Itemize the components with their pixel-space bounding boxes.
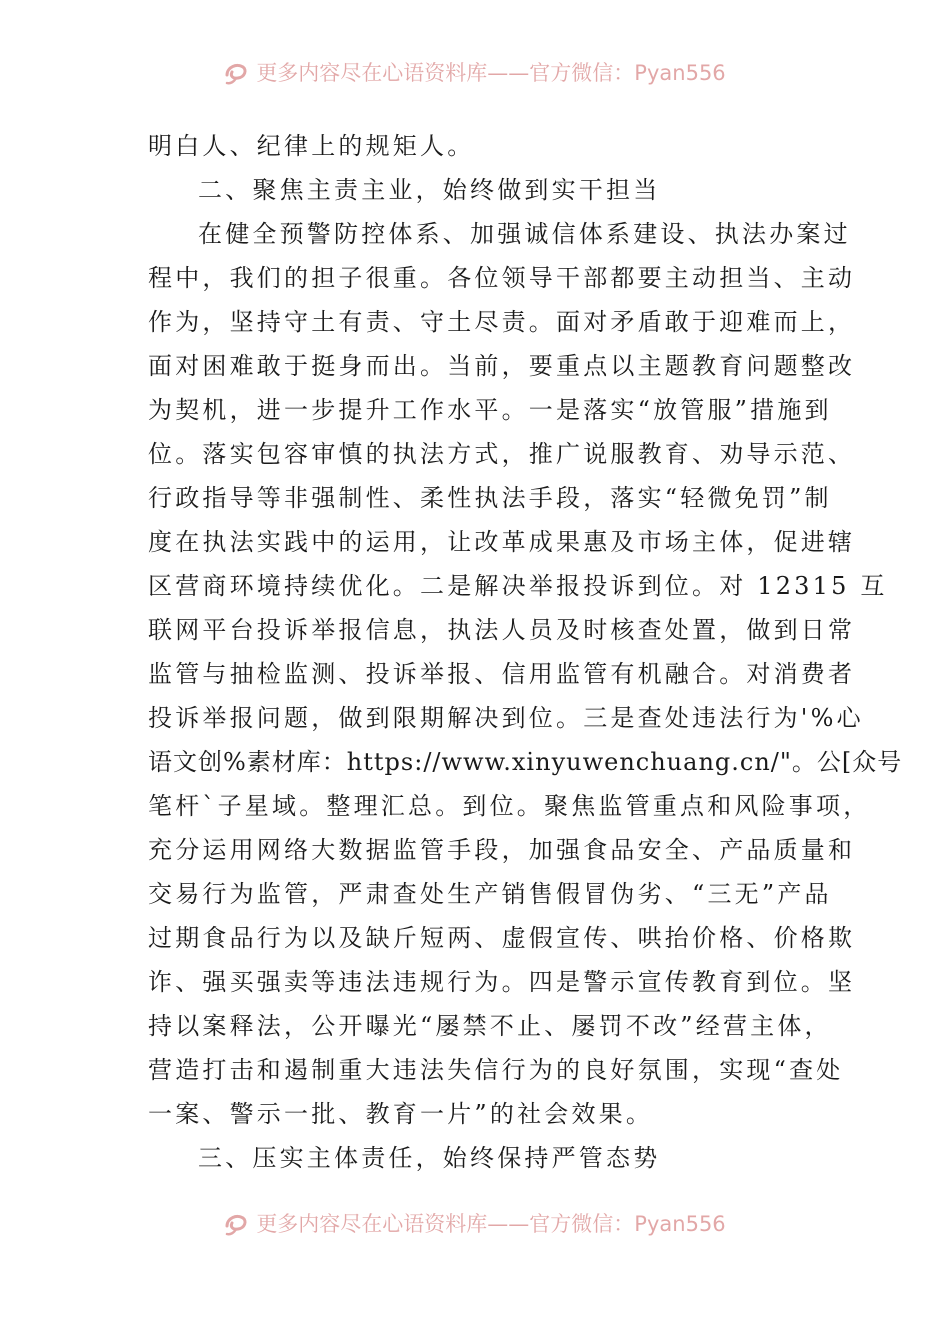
text-line: 行政指导等非强制性、柔性执法手段，落实“轻微免罚”制 [148,484,832,512]
brand-logo-icon [224,1211,250,1237]
watermark-text: 更多内容尽在心语资料库——官方微信：Pyan556 [256,1212,726,1236]
watermark-text: 更多内容尽在心语资料库——官方微信：Pyan556 [256,61,726,85]
text-line: 交易行为监管，严肃查处生产销售假冒伪劣、“三无”产品 [148,880,832,908]
text-line: 营造打击和遏制重大违法失信行为的良好氛围，实现“查处 [148,1056,844,1084]
text-line: 笔杆`子星域。整理汇总。到位。聚焦监管重点和风险事项， [148,792,871,820]
text-line: 为契机，进一步提升工作水平。一是落实“放管服”措施到 [148,396,832,424]
text-line: 三、压实主体责任，始终保持严管态势 [198,1144,661,1172]
text-line: 明白人、纪律上的规矩人。 [148,132,475,160]
text-line: 投诉举报问题，做到限期解决到位。三是查处违法行为'%心 [148,704,864,732]
text-line: 区营商环境持续优化。二是解决举报投诉到位。对 12315 互 [148,572,888,600]
document-body [148,124,903,1180]
text-line: 监管与抽检监测、投诉举报、信用监管有机融合。对消费者 [148,660,856,688]
text-line: 语文创%素材库：https://www.xinyuwenchuang.cn/"。公[众号 [148,748,903,776]
text-line: 充分运用网络大数据监管手段，加强食品安全、产品质量和 [148,836,856,864]
text-line: 诈、强买强卖等违法违规行为。四是警示宣传教育到位。坚 [148,968,856,996]
text-line: 联网平台投诉举报信息，执法人员及时核查处置，做到日常 [148,616,856,644]
text-line: 度在执法实践中的运用，让改革成果惠及市场主体，促进辖 [148,528,856,556]
text-line: 二、聚焦主责主业，始终做到实干担当 [198,176,661,204]
text-line: 作为，坚持守土有责、守土尽责。面对矛盾敢于迎难而上， [148,308,856,336]
footer-watermark [0,1208,950,1238]
text-line: 程中，我们的担子很重。各位领导干部都要主动担当、主动 [148,264,856,292]
text-line: 位。落实包容审慎的执法方式，推广说服教育、劝导示范、 [148,440,856,468]
text-line: 面对困难敢于挺身而出。当前，要重点以主题教育问题整改 [148,352,856,380]
header-watermark [0,57,950,87]
text-line: 一案、警示一批、教育一片”的社会效果。 [148,1100,654,1128]
text-line: 过期食品行为以及缺斤短两、虚假宣传、哄抬价格、价格欺 [148,924,856,952]
text-line: 持以案释法，公开曝光“屡禁不止、屡罚不改”经营主体， [148,1012,832,1040]
brand-logo-icon [224,60,250,86]
text-line: 在健全预警防控体系、加强诚信体系建设、执法办案过 [198,220,851,248]
